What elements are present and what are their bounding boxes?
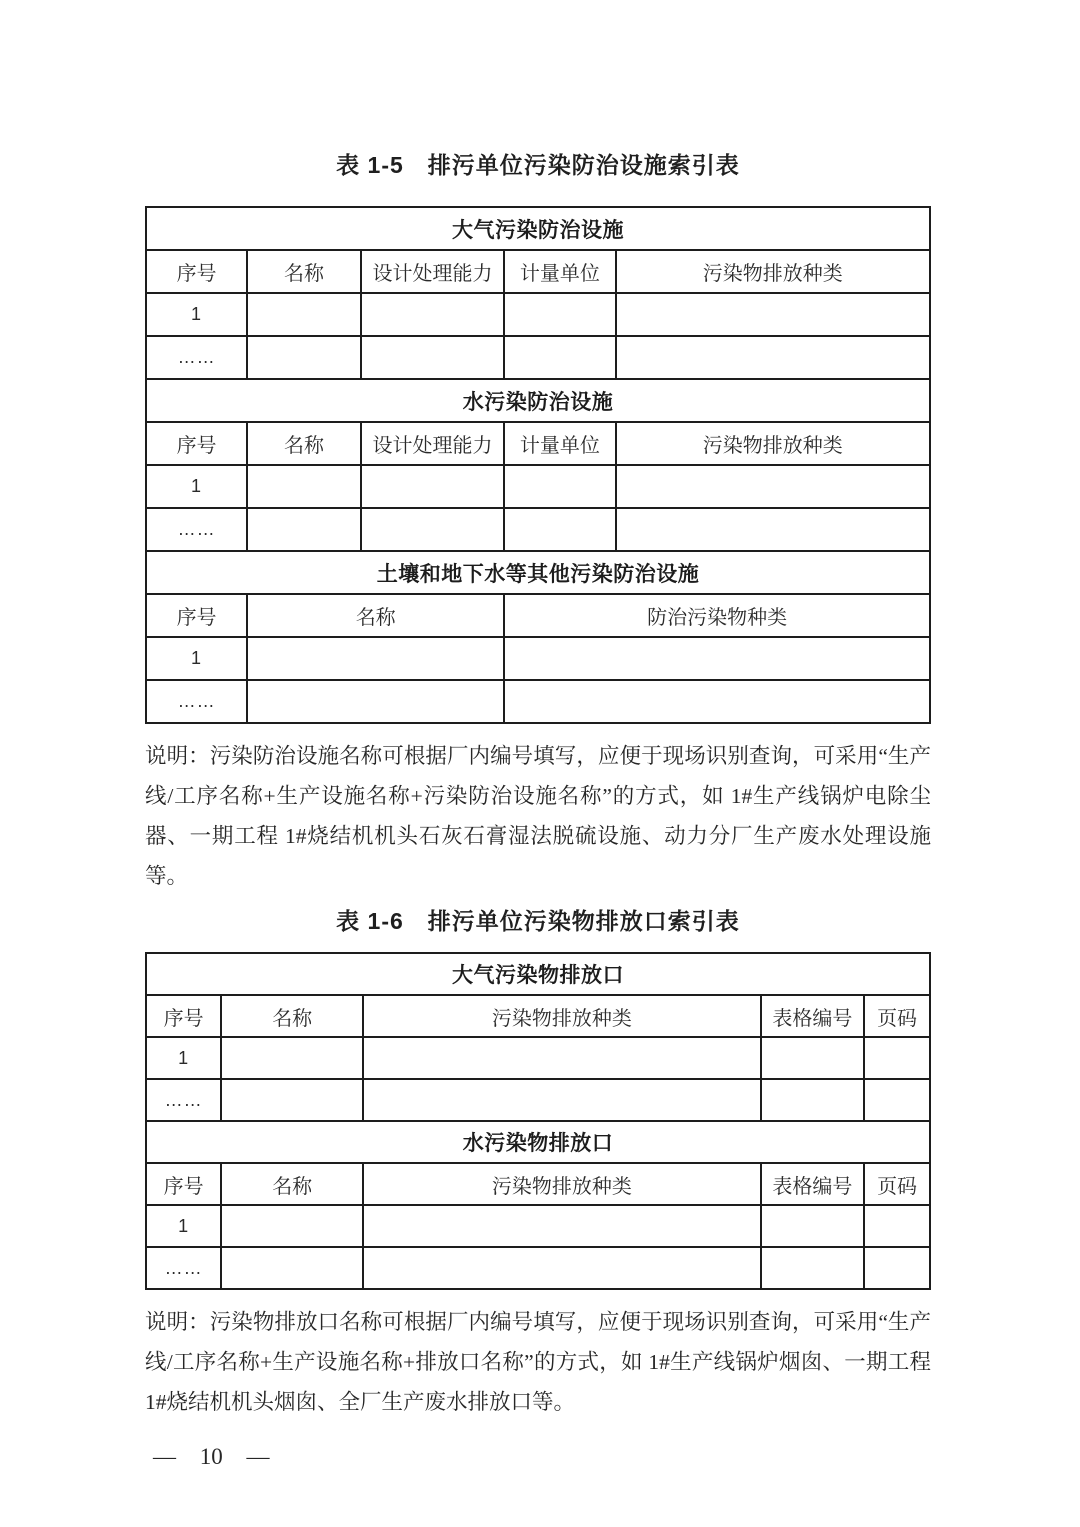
section-header-water-outlets: 水污染物排放口 (146, 1121, 930, 1163)
empty-cell (221, 1205, 363, 1247)
col-header-name: 名称 (221, 1163, 363, 1205)
table-1-6-title: 表 1-6 排污单位污染物排放口索引表 (336, 908, 740, 934)
col-header-page-number: 页码 (864, 1163, 930, 1205)
section-row-soil-groundwater-facilities (146, 551, 930, 594)
empty-cell (504, 336, 615, 379)
col-header-name: 名称 (247, 422, 361, 465)
header-row (146, 422, 930, 465)
empty-cell (616, 293, 930, 336)
empty-cell (247, 465, 361, 508)
empty-cell (361, 293, 504, 336)
empty-cell (363, 1205, 761, 1247)
empty-cell (864, 1247, 930, 1289)
empty-cell (761, 1037, 864, 1079)
table-1-6 (145, 952, 931, 1290)
header-row (146, 995, 930, 1037)
empty-cell (363, 1037, 761, 1079)
empty-cell (616, 336, 930, 379)
page-number: — 10 — (153, 1444, 270, 1469)
cell-seq: …… (146, 1247, 221, 1289)
empty-cell (247, 680, 504, 723)
col-header-pollutant-types: 污染物排放种类 (363, 1163, 761, 1205)
cell-seq: 1 (146, 637, 247, 680)
empty-cell (504, 293, 615, 336)
header-row (146, 1163, 930, 1205)
table-row (146, 637, 930, 680)
empty-cell (504, 465, 615, 508)
empty-cell (616, 465, 930, 508)
table-row (146, 1247, 930, 1289)
empty-cell (363, 1079, 761, 1121)
section-header-air-facilities: 大气污染防治设施 (146, 207, 930, 250)
col-header-name: 名称 (247, 250, 361, 293)
col-header-name: 名称 (247, 594, 504, 637)
empty-cell (504, 508, 615, 551)
col-header-design-capacity: 设计处理能力 (361, 422, 504, 465)
section-row-water-facilities (146, 379, 930, 422)
empty-cell (221, 1037, 363, 1079)
table-row (146, 336, 930, 379)
section-header-soil-groundwater-facilities: 土壤和地下水等其他污染防治设施 (146, 551, 930, 594)
empty-cell (761, 1205, 864, 1247)
empty-cell (761, 1247, 864, 1289)
empty-cell (504, 637, 930, 680)
cell-seq: 1 (146, 293, 247, 336)
section-row-air-facilities (146, 207, 930, 250)
col-header-seq: 序号 (146, 250, 247, 293)
col-header-name: 名称 (221, 995, 363, 1037)
section-header-water-facilities: 水污染防治设施 (146, 379, 930, 422)
col-header-measure-unit: 计量单位 (504, 422, 615, 465)
table-1-5 (145, 206, 931, 724)
header-row (146, 250, 930, 293)
col-header-pollutant-types: 污染物排放种类 (616, 422, 930, 465)
empty-cell (616, 508, 930, 551)
empty-cell (247, 637, 504, 680)
col-header-prevented-pollutant-types: 防治污染物种类 (504, 594, 930, 637)
empty-cell (504, 680, 930, 723)
empty-cell (221, 1079, 363, 1121)
section-header-air-outlets: 大气污染物排放口 (146, 953, 930, 995)
table-row (146, 465, 930, 508)
cell-seq: 1 (146, 1037, 221, 1079)
table-row (146, 1037, 930, 1079)
empty-cell (761, 1079, 864, 1121)
empty-cell (864, 1205, 930, 1247)
empty-cell (247, 508, 361, 551)
empty-cell (864, 1037, 930, 1079)
col-header-seq: 序号 (146, 995, 221, 1037)
empty-cell (864, 1079, 930, 1121)
col-header-seq: 序号 (146, 594, 247, 637)
col-header-pollutant-types: 污染物排放种类 (616, 250, 930, 293)
table-1-5-note: 说明：污染防治设施名称可根据厂内编号填写，应便于现场识别查询，可采用“生产线/工序名称+生产设施名称+污染防治设施名称”的方式，如 1#生产线锅炉电除尘器、一期工程 1#烧结机机头石灰石膏湿法脱硫设施、动力分厂生产废水处理设施等。 (145, 744, 931, 888)
empty-cell (247, 336, 361, 379)
empty-cell (361, 336, 504, 379)
cell-seq: 1 (146, 1205, 221, 1247)
table-row (146, 508, 930, 551)
col-header-design-capacity: 设计处理能力 (361, 250, 504, 293)
col-header-form-number: 表格编号 (761, 995, 864, 1037)
col-header-form-number: 表格编号 (761, 1163, 864, 1205)
header-row (146, 594, 930, 637)
col-header-measure-unit: 计量单位 (504, 250, 615, 293)
cell-seq: 1 (146, 465, 247, 508)
cell-seq: …… (146, 1079, 221, 1121)
cell-seq: …… (146, 680, 247, 723)
col-header-seq: 序号 (146, 1163, 221, 1205)
col-header-page-number: 页码 (864, 995, 930, 1037)
table-1-6-note: 说明：污染物排放口名称可根据厂内编号填写，应便于现场识别查询，可采用“生产线/工序名称+生产设施名称+排放口名称”的方式，如 1#生产线锅炉烟囱、一期工程 1#烧结机机头烟囱、全厂生产废水排放口等。 (145, 1310, 931, 1414)
table-row (146, 1079, 930, 1121)
empty-cell (361, 465, 504, 508)
empty-cell (221, 1247, 363, 1289)
table-row (146, 293, 930, 336)
empty-cell (363, 1247, 761, 1289)
cell-seq: …… (146, 336, 247, 379)
section-row-air-outlets (146, 953, 930, 995)
table-1-5-title: 表 1-5 排污单位污染防治设施索引表 (336, 152, 740, 178)
table-row (146, 680, 930, 723)
empty-cell (361, 508, 504, 551)
table-row (146, 1205, 930, 1247)
empty-cell (247, 293, 361, 336)
col-header-pollutant-types: 污染物排放种类 (363, 995, 761, 1037)
cell-seq: …… (146, 508, 247, 551)
section-row-water-outlets (146, 1121, 930, 1163)
col-header-seq: 序号 (146, 422, 247, 465)
